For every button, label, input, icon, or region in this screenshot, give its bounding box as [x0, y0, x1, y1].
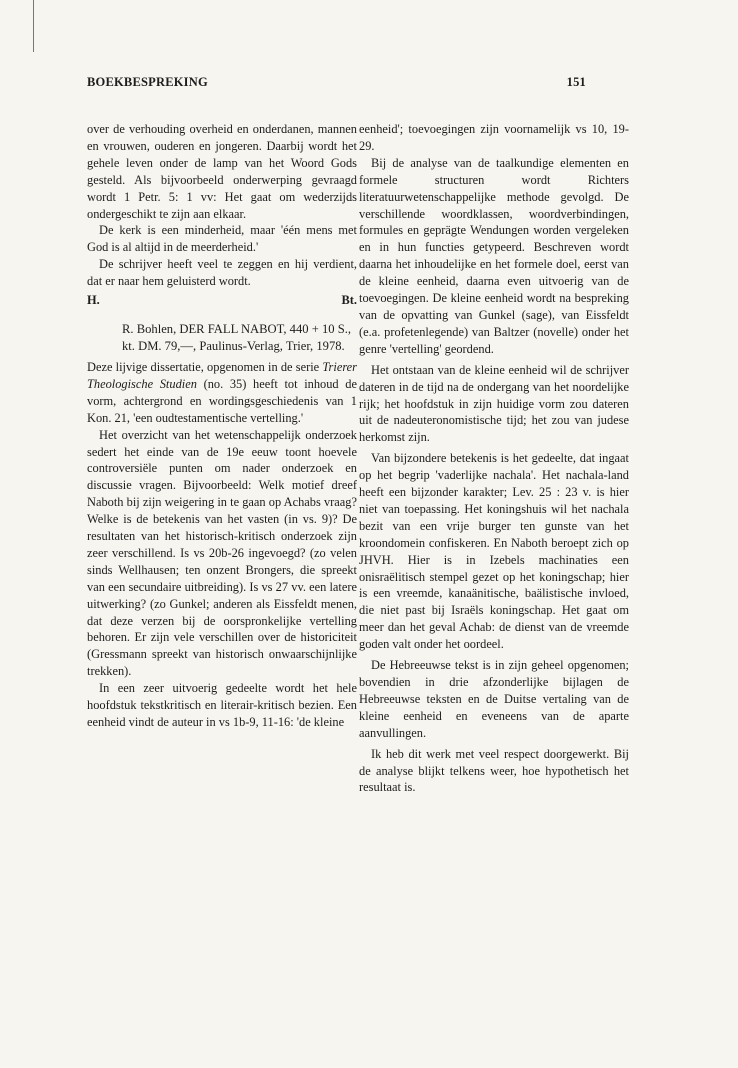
paragraph	[87, 359, 357, 427]
left-column	[87, 121, 357, 731]
paragraph: De Hebreeuwse tekst is in zijn geheel opgenomen; bovendien in drie afzonderlijke bijlagen de Hebreeuwse teksten en de Duitse vertaling van de kleine eenheid en eveneens van de aparte aanvullingen.	[359, 658, 629, 740]
paragraph: Het overzicht van het wetenschappelijk onderzoek sedert het einde van de 19e eeuw toont hoevele controversiële punten om nader onderzoek en discussie vragen. Bijvoorbeeld: Welk motief dreef Naboth bij zijn weigering in te gaan op Achabs vraag? Welke is de betekenis van het vasten (in vs. 9)? De resultaten van het historisch-kritisch onderzoek zijn zeer verschillend. Is vs 20b-26 ingevoegd? (zo velen sinds Wellhausen; ten onzent Brongers, die spreekt van een secundaire uitbreiding). Is vs 27 vv. een latere uitwerking? (zo Gunkel; anderen als Eissfeldt menen, dat deze verzen bij de oorspronkelijke vertelling behoren. Er zijn vele verschillen over de historiciteit (Gressmann spreekt van historisch onwaarschijnlijke trekken).	[87, 427, 357, 679]
paragraph: De kerk is een minderheid, maar 'één mens met God is al altijd in de meerderheid.'	[87, 223, 357, 255]
text-run: (no. 35) heeft tot inhoud de vorm, achtergrond en wordingsgeschiedenis van 1 Kon. 21, 'een oudtestamentische vertelling.'	[87, 376, 357, 425]
text-run: Deze lijvige dissertatie, opgenomen in de serie	[87, 359, 323, 374]
series-title: Trierer Theologische Studien	[87, 359, 357, 391]
page-header	[87, 75, 586, 90]
paragraph: eenheid'; toevoegingen zijn voornamelijk vs 10, 19-29.	[359, 122, 629, 153]
reviewer-initial: H.	[87, 293, 100, 308]
signature-line	[87, 292, 357, 309]
page-number: 151	[566, 75, 586, 89]
margin-rule	[33, 0, 34, 52]
paragraph: Het ontstaan van de kleine eenheid wil de schrijver dateren in de tijd na de ondergang van het noordelijke rijk; het hoofdstuk in zijn huidige vorm zou dateren uit de nadeuteronomistische tijd; het zou van judese herkomst zijn.	[359, 362, 629, 445]
section-title: BOEKBESPREKING	[87, 75, 208, 89]
right-column	[359, 121, 629, 796]
paragraph: In een zeer uitvoerig gedeelte wordt het hele hoofdstuk tekstkritisch en literair-kritisch bezien. Een eenheid vindt de auteur in vs 1b-9, 11-16: 'de kleine	[87, 681, 357, 729]
paragraph: Van bijzondere betekenis is het gedeelte, dat ingaat op het begrip 'vaderlijke nachala'. Het nachala-land heeft een bijzonder karakter; Lev. 25 : 23 v. is hier niet van toepassing. Het koningshuis wil het nachala bezit van een vrije burger ten gunste van het kroondomein confiskeren. En Naboth beroept zich op JHVH. Hier is in Izebels machinaties een onisraëlitisch stempel gezet op het koningschap; hier is een vreemde, kanaänitische, baälistische invloed, die niet past bij Israëls koningschap. Het gaat om meer dan het geval Achab: de dienst van de vreemde goden valt onder het oordeel.	[359, 451, 629, 652]
paragraph: Ik heb dit werk met veel respect doorgewerkt. Bij de analyse blijkt telkens weer, hoe hypothetisch het resultaat is.	[359, 746, 629, 795]
reviewer-initials: Bt.	[341, 293, 357, 308]
paragraph: over de verhouding overheid en onderdanen, mannen en vrouwen, ouderen en jongeren. Daarbij wordt het gehele leven onder de lamp van het Woord Gods gesteld. Als bijvoorbeeld onderwerping gevraagd wordt 1 Petr. 5: 1 vv: Het gaat om wederzijds ondergeschikt te zijn aan elkaar.	[87, 122, 357, 221]
paragraph: De schrijver heeft veel te zeggen en hij verdient, dat er naar hem geluisterd wordt.	[87, 257, 357, 289]
paragraph: Bij de analyse van de taalkundige elementen en formele structuren wordt Richters literatuurwetenschappelijke methode gevolgd. De verschillende woordklassen, woordverbindingen, formules en geprägte Wendungen worden vergeleken en in hun functies getypeerd. Beschreven wordt daarna het inhoudelijke en het formele doel, eerst van de kleine eenheid, daarna even uitvoerig van de toevoegingen. De kleine eenheid wordt na bespreking van de opvatting van Gunkel (sage), van Eissfeldt (e.a. profetenlegende) van Baltzer (novelle) onder het genre 'vertelling' geordend.	[359, 155, 629, 356]
bibliographic-entry: R. Bohlen, DER FALL NABOT, 440 + 10 S., kt. DM. 79,—, Paulinus-Verlag, Trier, 1978.	[122, 321, 352, 354]
